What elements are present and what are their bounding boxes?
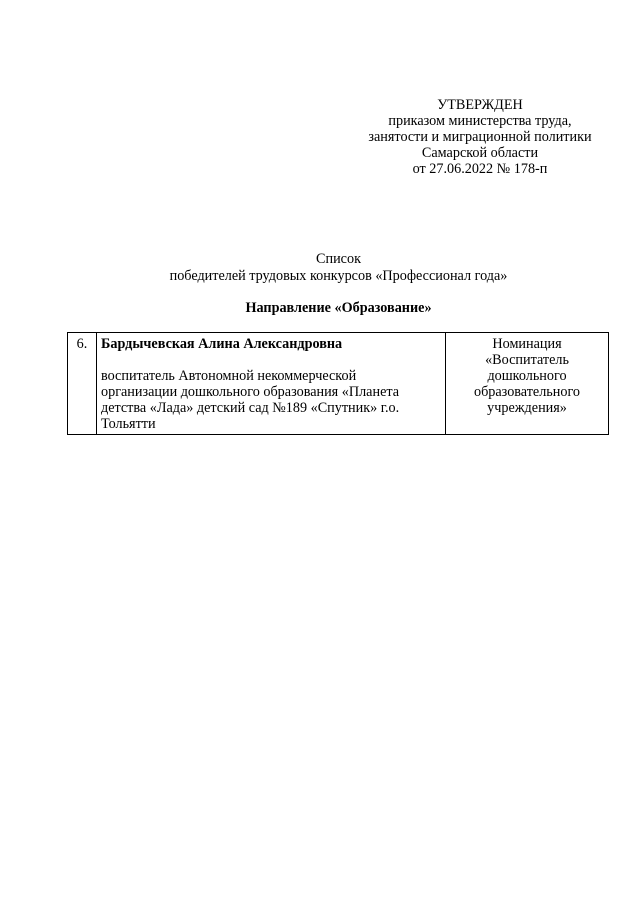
winner-position-line: воспитатель Автономной некоммерческой (101, 368, 357, 384)
nomination-line: «Воспитатель (485, 352, 569, 368)
winner-position-line: Тольятти (101, 416, 156, 432)
winners-table (67, 332, 609, 435)
document-title: Список (316, 251, 361, 267)
winner-cell (97, 333, 446, 435)
winner-position-line: организации дошкольного образования «Планета (101, 384, 400, 400)
approval-stamp (340, 97, 620, 177)
nomination-line: дошкольного (487, 368, 567, 384)
approval-line: занятости и миграционной политики (368, 129, 592, 145)
document-title-block (0, 251, 640, 285)
direction-heading: Направление «Образование» (245, 300, 432, 316)
nomination-line: образовательного (473, 384, 581, 400)
approval-heading: УТВЕРЖДЕН (437, 97, 523, 113)
winner-name: Бардычевская Алина Александровна (101, 336, 343, 352)
approval-line: приказом министерства труда, (388, 113, 572, 129)
nomination-line: Номинация (492, 336, 562, 352)
nomination-cell (446, 333, 609, 435)
spacer (101, 352, 441, 368)
winner-position-line: детства «Лада» детский сад №189 «Спутник» г.о. (101, 400, 400, 416)
approval-date-number: от 27.06.2022 № 178-п (412, 161, 548, 177)
approval-line: Самарской области (421, 145, 539, 161)
table-row (68, 333, 609, 435)
document-subtitle: победителей трудовых конкурсов «Профессионал года» (169, 268, 508, 284)
row-number: 6. (68, 333, 97, 435)
nomination-line: учреждения» (487, 400, 567, 416)
